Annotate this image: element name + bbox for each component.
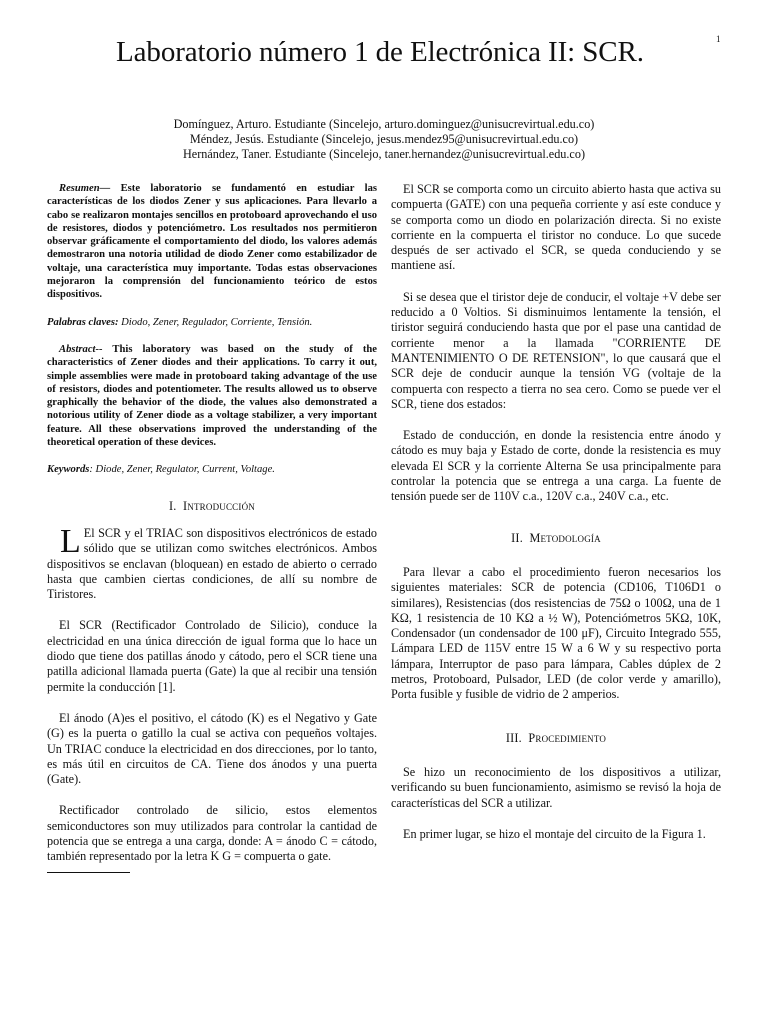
section-heading-intro bbox=[47, 499, 377, 514]
author-block bbox=[0, 117, 768, 162]
section-numeral: I. bbox=[169, 498, 177, 513]
procedimiento-paragraph-1: Se hizo un reconocimiento de los dispositivos a utilizar, verificando su buen funcionamiento, asimismo se revisó la hoja de características del SCR a utilizar. bbox=[391, 764, 721, 810]
intro-paragraph-1-text: El SCR y el TRIAC son dispositivos electrónicos de estado sólido que se utilizan como switches electrónicos. Ambos dispositivos se enclavan (bloquean) en estado de abierto o cerrado hasta que cambien ciertas condiciones, de allí su nombre de Tiristores. bbox=[47, 525, 377, 602]
scr-paragraph-3: Estado de conducción, en donde la resistencia entre ánodo y cátodo es muy baja y Estado de corte, donde la resistencia es muy elevada El SCR y la corriente Alterna Se usa principalmente para controlar la potencia que se entrega a una carga. La fuente de tensión puede ser de 110V c.a., 120V c.a., 240V c.a., etc. bbox=[391, 428, 721, 504]
palabras-claves-label: Palabras claves: bbox=[47, 316, 119, 328]
abstract-label: Abstract-- bbox=[59, 343, 103, 355]
keywords bbox=[47, 463, 377, 476]
abstract-paragraph bbox=[47, 343, 377, 449]
scr-paragraph-1: El SCR se comporta como un circuito abierto hasta que activa su compuerta (GATE) con una pequeña corriente y así este conduce y se comporta como un diodo en polarización directa. Si no existe corriente en la compuerta el tiristor no conduce. Lo que sucede después de ser activado el SCR, se queda conduciendo y se mantiene así. bbox=[391, 182, 721, 273]
left-column bbox=[47, 182, 377, 873]
keywords-value: : Diode, Zener, Regulator, Current, Voltage. bbox=[89, 464, 275, 476]
metodologia-paragraph: Para llevar a cabo el procedimiento fueron necesarios los siguientes materiales: SCR de potencia (CD106, T106D1 o similares), Resistencias (dos resistencias de 75Ω o 100Ω, una de 1 KΩ, 1 resistencia de 10 KΩ a ½ W), Potenciómetros 5KΩ, 10K, Condensador (un condensador de 100 μF), Circuito Integrado 555, Lámpara LED de 115V entre 15 W a 6 W y su respectivo porta lámpara, Interruptor de paso para lámpara, Cables dúplex de 2 metros, Protoboard, Pulsador, LED (de color verde y amarillo), Porta fusible y fusible de vidrio de 2 amperios. bbox=[391, 564, 721, 702]
keywords-label: Keywords bbox=[47, 464, 90, 476]
right-column bbox=[391, 182, 721, 842]
palabras-claves-value: Diodo, Zener, Regulador, Corriente, Tensión. bbox=[118, 316, 313, 328]
resumen-label: Resumen— bbox=[59, 183, 111, 194]
section-numeral: II. bbox=[511, 530, 523, 545]
page-number: 1 bbox=[716, 34, 721, 44]
paper-title: Laboratorio número 1 de Electrónica II: SCR. bbox=[116, 36, 644, 68]
section-heading-procedimiento bbox=[391, 731, 721, 746]
scr-paragraph-2: Si se desea que el tiristor deje de conducir, el voltaje +V debe ser reducido a 0 Voltios. Si disminuimos lentamente la tensión, el tiristor seguirá conduciendo hasta que por el pase una cantidad de corriente menor a la llamada "CORRIENTE DE MANTENIMIENTO O DE RETENSION", lo que causará que el SCR deje de conducir aunque la tensión VG (voltaje de la compuerta con respecto a tierra no sea cero. Como se puede ver el SCR, tiene dos estados: bbox=[391, 289, 721, 411]
footnote-rule bbox=[47, 872, 130, 873]
author-line: Méndez, Jesús. Estudiante (Sincelejo, jesus.mendez95@unisucrevirtual.edu.co) bbox=[189, 132, 579, 146]
resumen-paragraph bbox=[47, 182, 377, 302]
author-line: Hernández, Taner. Estudiante (Sincelejo, taner.hernandez@unisucrevirtual.edu.co) bbox=[182, 147, 585, 161]
intro-paragraph-2: El SCR (Rectificador Controlado de Silicio), conduce la electricidad en una única dirección de igual forma que lo hace un diodo que tiene dos patillas ánodo y cátodo, pero el SCR tiene una patilla adicional llamada puerta (Gate) la que al recibir una tensión permite la conducción [1]. bbox=[47, 618, 377, 694]
section-title: Metodología bbox=[529, 530, 601, 545]
abstract-text: This laboratory was based on the study of the characteristics of Zener diodes and their applications. To carry it out, simple assemblies were made in protoboard taking advantage of the use of resistors, diodes and potentiometer. The results allowed us to observe graphically the behavior of the diode, the values also demonstrated a notorious utility of Zener diode as a voltage stabilizer, a very important feature. All these observations improved the understanding of the theoretical operation of these devices. bbox=[47, 343, 377, 449]
intro-paragraph-4: Rectificador controlado de silicio, estos elementos semiconductores son muy utilizados para controlar la cantidad de potencia que se entrega a una carga, donde: A = ánodo C = cátodo, también representado por la letra K G = compuerta o gate. bbox=[47, 803, 377, 864]
section-title: Introducción bbox=[183, 498, 255, 513]
intro-paragraph-3: El ánodo (A)es el positivo, el cátodo (K) es el Negativo y Gate (G) es la puerta o gatillo la cual se activa con pequeños voltajes. Un TRIAC conduce la electricidad en dos direcciones, por lo tanto, es más útil en circuitos de CA. Tiene dos ánodos y una puerta (Gate). bbox=[47, 710, 377, 787]
palabras-claves bbox=[47, 316, 377, 329]
procedimiento-paragraph-2: En primer lugar, se hizo el montaje del circuito de la Figura 1. bbox=[403, 826, 706, 841]
author-line: Domínguez, Arturo. Estudiante (Sincelejo, arturo.dominguez@unisucrevirtual.edu.co) bbox=[173, 117, 595, 131]
intro-paragraph-1 bbox=[47, 522, 377, 602]
section-numeral: III. bbox=[505, 730, 522, 745]
drop-cap: L bbox=[60, 522, 81, 560]
section-heading-metodologia bbox=[391, 531, 721, 546]
resumen-text: Este laboratorio se fundamentó en estudiar las características de los diodos Zener y sus aplicaciones. Para llevarlo a cabo se realizaron montajes sencillos en protoboard aprovechando el uso de resistores, diodos y potenciómetro. Los resultados nos permitieron observar gráficamente el comportamiento del diodo, los valores además demostraron una notoria utilidad de diodo Zener como estabilizador de voltaje, una característica muy importante. Todas estas observaciones mejoraron la comprensión del funcionamiento teórico de estos dispositivos. bbox=[47, 183, 377, 301]
section-title: Procedimiento bbox=[528, 730, 607, 745]
